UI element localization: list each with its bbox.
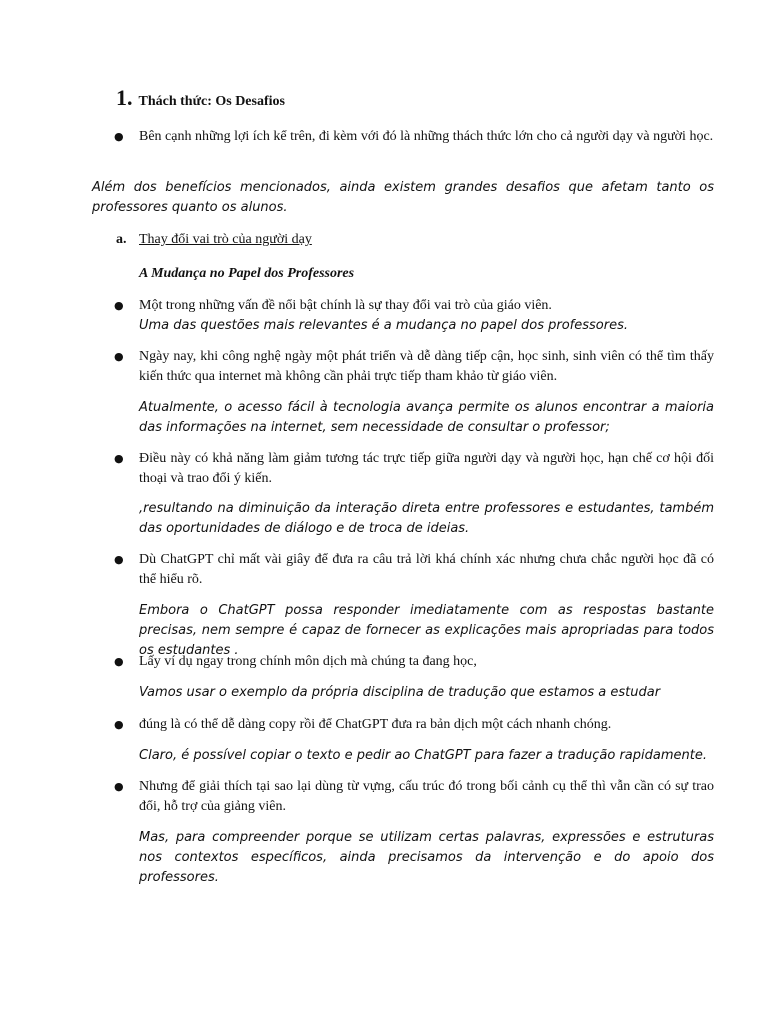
point-vi-text: Điều này có khả năng làm giảm tương tác trực tiếp giữa người dạy và người học, hạn chế cơ hội đối thoại và trao đổi ý kiến. <box>139 451 714 486</box>
subsection-heading <box>116 230 312 250</box>
list-item <box>114 296 714 316</box>
subsection-title: Thay đổi vai trò của người dạy <box>139 232 312 247</box>
intro-bullet <box>114 127 714 147</box>
list-item <box>114 550 714 590</box>
bullet-icon: ● <box>114 350 124 363</box>
bullet-icon: ● <box>114 655 124 668</box>
point-pt-text: ,resultando na diminuição da interação direta entre professores e estudantes, também das oportunidades de diálogo e de troca de ideias. <box>139 501 714 536</box>
section-heading <box>116 85 285 112</box>
bullet-icon: ● <box>114 299 124 312</box>
list-item <box>114 715 714 735</box>
point-vi-text: Ngày nay, khi công nghệ ngày một phát triển và dễ dàng tiếp cận, học sinh, sinh viên có thể tìm thấy kiến thức qua internet mà không cần phải trực tiếp tham khảo từ giáo viên. <box>139 349 714 384</box>
bullet-icon: ● <box>114 130 124 143</box>
point-vi-text: Lấy ví dụ ngay trong chính môn dịch mà chúng ta đang học, <box>139 654 477 669</box>
subsection-subtitle: A Mudança no Papel dos Professores <box>139 266 355 281</box>
section-title: Thách thức: Os Desafios <box>138 94 285 109</box>
list-item <box>114 777 714 817</box>
point-vi-text: Nhưng để giải thích tại sao lại dùng từ vựng, cấu trúc đó trong bối cảnh cụ thể thì vẫn cần có sự trao đổi, hỗ trợ của giảng viên. <box>139 779 714 814</box>
list-item <box>114 449 714 489</box>
bullet-icon: ● <box>114 780 124 793</box>
point-pt-text: Mas, para compreender porque se utilizam certas palavras, expressões e estruturas nos contextos específicos, ainda precisamos da intervenção e do apoio dos professores. <box>139 830 714 885</box>
section-number: 1. <box>116 85 133 110</box>
point-pt-text: Uma das questões mais relevantes é a mudança no papel dos professores. <box>139 318 628 333</box>
bullet-icon: ● <box>114 553 124 566</box>
list-item <box>114 347 714 387</box>
intro-pt-text: Além dos benefícios mencionados, ainda existem grandes desafios que afetam tanto os professores quanto os alunos. <box>92 180 714 215</box>
point-pt-text: Claro, é possível copiar o texto e pedir ao ChatGPT para fazer a tradução rapidamente. <box>139 748 707 763</box>
point-vi-text: đúng là có thể dễ dàng copy rồi để ChatGPT đưa ra bản dịch một cách nhanh chóng. <box>139 717 612 732</box>
intro-vi-text: Bên cạnh những lợi ích kể trên, đi kèm với đó là những thách thức lớn cho cả người dạy và người học. <box>139 129 714 144</box>
subsection-letter: a. <box>116 232 127 247</box>
point-pt-text: Embora o ChatGPT possa responder imediatamente com as respostas bastante precisas, nem sempre é capaz de fornecer as explicações mais apropriadas para todos os estudantes . <box>139 603 714 658</box>
bullet-icon: ● <box>114 452 124 465</box>
bullet-icon: ● <box>114 718 124 731</box>
point-pt-text: Vamos usar o exemplo da própria disciplina de tradução que estamos a estudar <box>139 685 661 700</box>
point-vi-text: Một trong những vấn đề nổi bật chính là sự thay đổi vai trò của giáo viên. <box>139 298 552 313</box>
point-pt-text: Atualmente, o acesso fácil à tecnologia avança permite os alunos encontrar a maioria das informações na internet, sem necessidade de consultar o professor; <box>139 400 714 435</box>
point-vi-text: Dù ChatGPT chỉ mất vài giây để đưa ra câu trả lời khá chính xác nhưng chưa chắc người học đã có thể hiểu rõ. <box>139 552 714 587</box>
list-item <box>114 652 714 672</box>
